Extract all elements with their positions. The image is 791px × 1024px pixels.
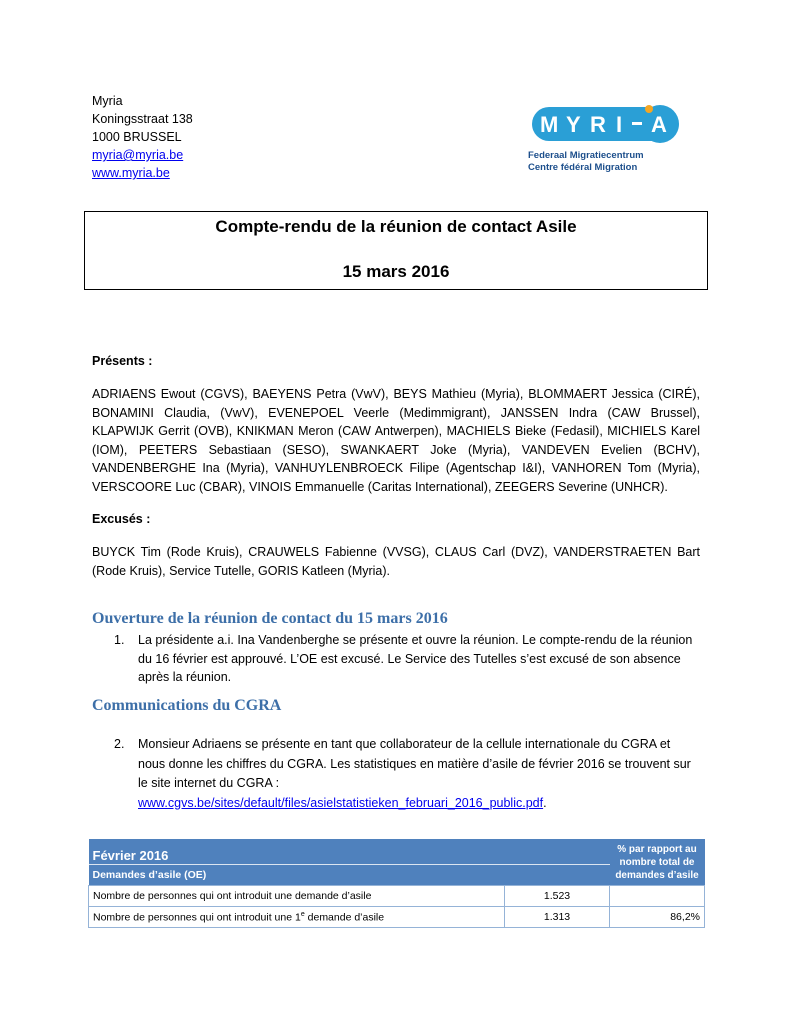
asylum-stats-table: [88, 839, 705, 928]
row-percentage: [610, 886, 705, 907]
list-item: [92, 735, 700, 813]
logo-line2: Centre fédéral Migration: [528, 162, 638, 173]
city: 1000 BRUSSEL: [92, 130, 182, 144]
website-link[interactable]: www.myria.be: [92, 166, 170, 180]
item-text: Monsieur Adriaens se présente en tant que collaborateur de la cellule internationale du CGRA et nous donne les chiffres du CGRA. Les statistiques en matière d’asile de février 2016 se trouvent sur le site internet du CGRA :: [138, 737, 691, 790]
row-percentage: 86,2%: [610, 907, 705, 928]
presents-list: ADRIAENS Ewout (CGVS), BAEYENS Petra (VwV), BEYS Mathieu (Myria), BLOMMAERT Jessica (CIRÉ), BONAMINI Claudia, (VwV), EVENEPOEL Veerle (Medimmigrant), JANSSEN Indra (CAW Brussel), KLAPWIJK Gerrit (OVB), KNIKMAN Meron (CAW Antwerpen), MACHIELS Bieke (Fedasil), MICHIELS Karel (IOM), PEETERS Sebastiaan (SESO), SWANKAERT Joke (Myria), VANDEVEN Evelien (BCHV), VANDENBERGHE Ina (Myria), VANHUYLENBROECK Filipe (Agentschap I&I), VANHOREN Tom (Myria), VERSCOORE Luc (CBAR), VINOIS Emmanuelle (Caritas International), ZEEGERS Severine (UNHCR).: [92, 387, 700, 494]
excuses-label: Excusés :: [92, 512, 151, 526]
item-text: La présidente a.i. Ina Vandenberghe se présente et ouvre la réunion. Le compte-rendu de la réunion du 16 février est approuvé. L’OE est excusé. Le Service des Tutelles s’est excusé de son absence après la réunion.: [138, 633, 693, 685]
link-period: .: [543, 795, 547, 810]
excuses-list: BUYCK Tim (Rode Kruis), CRAUWELS Fabienne (VVSG), CLAUS Carl (DVZ), VANDERSTRAETEN Bart (Rode Kruis), Service Tutelle, GORIS Katleen (Myria).: [92, 545, 700, 578]
cgvs-stats-link[interactable]: www.cgvs.be/sites/default/files/asielstatistieken_februari_2016_public.pdf: [138, 795, 544, 810]
row-value: 1.523: [505, 886, 610, 907]
logo-line1: Federaal Migratiecentrum: [528, 150, 644, 161]
document-date: 15 mars 2016: [342, 262, 450, 281]
sender-address: [92, 92, 193, 182]
table-title: Février 2016: [89, 839, 610, 865]
document-title: Compte-rendu de la réunion de contact Asile: [215, 217, 577, 236]
logo-letter: M: [540, 112, 559, 137]
title-box: [84, 211, 708, 290]
table-row: [89, 907, 705, 928]
row-label: Nombre de personnes qui ont introduit une demande d’asile: [89, 886, 505, 907]
email-link[interactable]: myria@myria.be: [92, 148, 184, 162]
table-subtitle: Demandes d’asile (OE): [89, 865, 610, 886]
org-name: Myria: [92, 94, 123, 108]
row-label: Nombre de personnes qui ont introduit une 1e demande d’asile: [89, 907, 505, 928]
row-value: 1.313: [505, 907, 610, 928]
street: Koningsstraat 138: [92, 112, 193, 126]
presents-label: Présents :: [92, 354, 153, 368]
item-number: 1.: [114, 633, 125, 647]
section-heading-opening: Ouverture de la réunion de contact du 15 mars 2016: [92, 610, 448, 627]
logo-letter: A: [651, 112, 667, 137]
logo-letter: R: [590, 112, 606, 137]
myria-logo-mark: [528, 104, 688, 148]
myria-logo: [528, 104, 688, 174]
item-number: 2.: [114, 737, 125, 751]
table-row: [89, 886, 705, 907]
section-heading-cgra: Communications du CGRA: [92, 697, 282, 714]
pct-column-header: % par rapport au nombre total de demandes d’asile: [610, 839, 705, 886]
logo-letter: I: [616, 112, 623, 137]
logo-letter: Y: [566, 112, 581, 137]
list-item: [92, 631, 700, 687]
